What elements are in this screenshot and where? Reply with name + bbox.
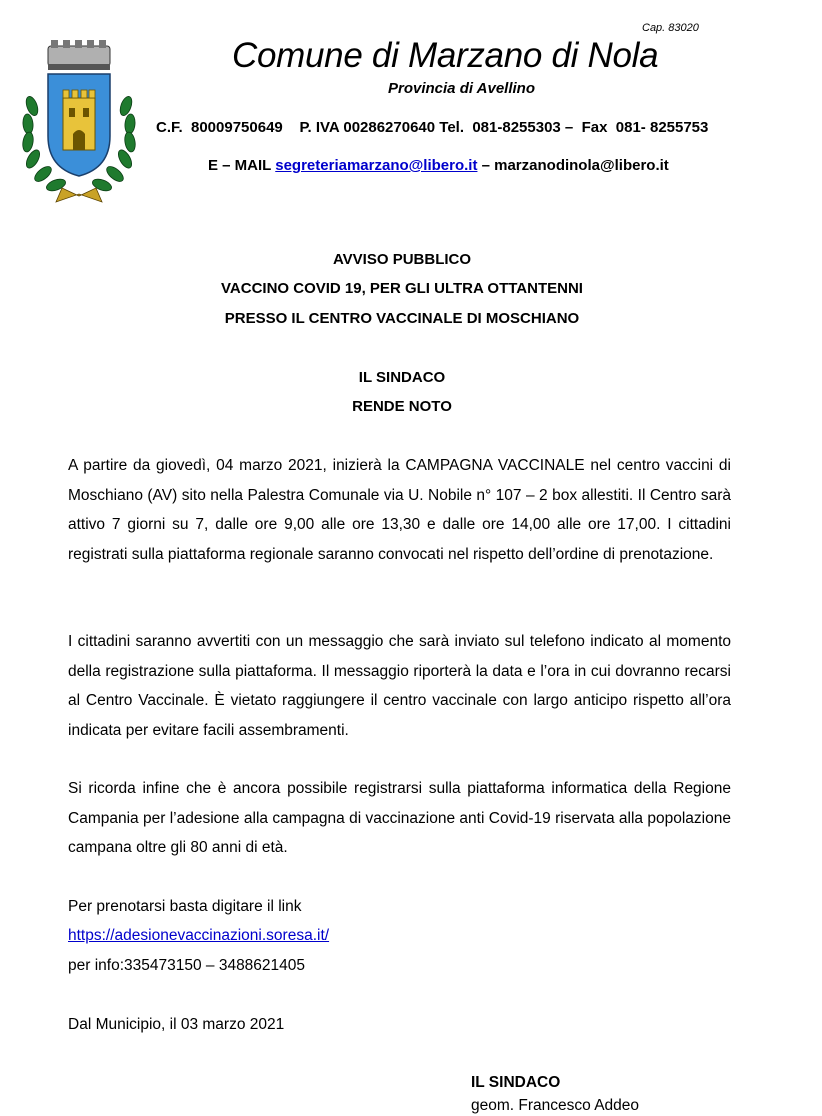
notice-title: AVVISO PUBBLICO bbox=[332, 251, 472, 268]
info-phones: per info:335473150 – 3488621405 bbox=[68, 957, 306, 974]
signature-role: IL SINDACO bbox=[471, 1074, 561, 1091]
paragraph-campaign-start: A partire da giovedì, 04 marzo 2021, inizierà la CAMPAGNA VACCINALE nel centro vaccini di Moschiano (AV) sito nella Palestra Comunale via U. Nobile n° 107 – 2 box allestiti. Il Centro sarà attivo 7 giorni su 7, dalle ore 9,00 alle ore 13,30 e dalle ore 14,00 alle ore 17,00. I cittadini registrati sulla piattaforma regionale saranno convocati nel rispetto dell’ordine di prenotazione. bbox=[68, 457, 731, 563]
email-line bbox=[208, 157, 669, 174]
date-place: Dal Municipio, il 03 marzo 2021 bbox=[68, 1016, 285, 1033]
notice-subtitle: VACCINO COVID 19, PER GLI ULTRA OTTANTENNI bbox=[221, 280, 583, 297]
signature-name: geom. Francesco Addeo bbox=[471, 1097, 640, 1114]
province-name: Provincia di Avellino bbox=[388, 80, 535, 97]
municipality-title: Comune di Marzano di Nola bbox=[232, 36, 659, 75]
paragraph-registration: Si ricorda infine che è ancora possibile registrarsi sulla piattaforma informatica della Regione Campania per l’adesione alla campagna di vaccinazione anti Covid-19 riservata alla popolazione campana oltre gli 80 anni di età. bbox=[68, 780, 731, 856]
tax-and-phone-line: C.F. 80009750649 P. IVA 00286270640 Tel. 081-8255303 – Fax 081- 8255753 bbox=[156, 119, 709, 136]
paragraph-notification: I cittadini saranno avvertiti con un messaggio che sarà inviato sul telefono indicato al momento della registrazione sulla piattaforma. Il messaggio riporterà la data e l’ora in cui dovranno recarsi al Centro Vaccinale. È vietato raggiungere il centro vaccinale con largo anticipo rispetto all’ora indicata per evitare facili assembramenti. bbox=[68, 633, 731, 739]
announcement-heading: RENDE NOTO bbox=[352, 398, 452, 415]
booking-link[interactable]: https://adesionevaccinazioni.soresa.it/ bbox=[68, 927, 330, 944]
mayor-heading: IL SINDACO bbox=[358, 369, 446, 386]
notice-location: PRESSO IL CENTRO VACCINALE DI MOSCHIANO bbox=[224, 310, 580, 327]
email-link[interactable]: segreteriamarzano@libero.it bbox=[275, 157, 478, 174]
coat-of-arms-icon bbox=[18, 36, 140, 206]
postal-code: Cap. 83020 bbox=[642, 22, 699, 34]
booking-intro: Per prenotarsi basta digitare il link bbox=[68, 898, 302, 915]
email-secondary: – marzanodinola@libero.it bbox=[477, 157, 669, 174]
email-prefix: E – MAIL bbox=[208, 157, 276, 174]
